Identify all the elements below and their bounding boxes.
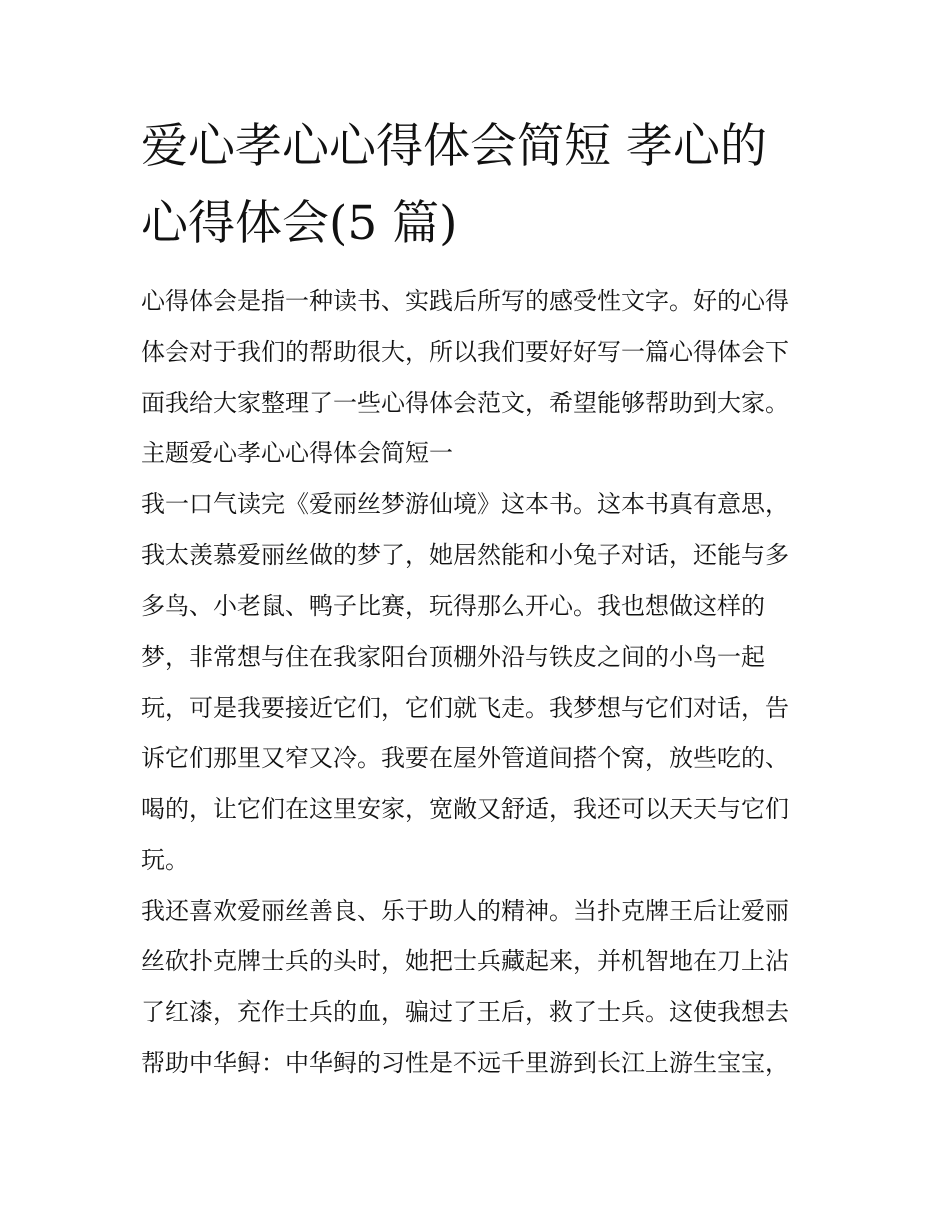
intro-line-1: 心得体会是指一种读书、实践后所写的感受性文字。好的心得 <box>141 287 789 315</box>
body-line: 喝的，让它们在这里安家，宽敞又舒适，我还可以天天与它们 <box>141 795 789 823</box>
body-line: 了红漆，充作士兵的血，骗过了王后，救了士兵。这使我想去 <box>141 998 789 1026</box>
body-line: 我一口气读完《爱丽丝梦游仙境》这本书。这本书真有意思， <box>141 490 789 518</box>
body-line: 我还喜欢爱丽丝善良、乐于助人的精神。当扑克牌王后让爱丽 <box>141 897 789 925</box>
body-line: 梦，非常想与住在我家阳台顶棚外沿与铁皮之间的小鸟一起 <box>141 643 765 671</box>
section-heading: 主题爱心孝心心得体会简短一 <box>141 439 453 467</box>
body-line: 多鸟、小老鼠、鸭子比赛，玩得那么开心。我也想做这样的 <box>141 592 765 620</box>
intro-line-2: 体会对于我们的帮助很大，所以我们要好好写一篇心得体会下 <box>141 338 789 366</box>
intro-line-3: 面我给大家整理了一些心得体会范文，希望能够帮助到大家。 <box>141 389 789 417</box>
body-line: 玩。 <box>141 846 189 874</box>
body-line: 帮助中华鲟：中华鲟的习性是不远千里游到长江上游生宝宝， <box>141 1049 789 1077</box>
body-line: 诉它们那里又窄又冷。我要在屋外管道间搭个窝，放些吃的、 <box>141 744 789 772</box>
body-line: 丝砍扑克牌士兵的头时，她把士兵藏起来，并机智地在刀上沾 <box>141 947 789 975</box>
body-line: 玩，可是我要接近它们，它们就飞走。我梦想与它们对话，告 <box>141 694 789 722</box>
body-line: 我太羡慕爱丽丝做的梦了，她居然能和小兔子对话，还能与多 <box>141 541 789 569</box>
document-title-line-2: 心得体会(5 篇) <box>141 196 458 251</box>
document-title-line-1: 爱心孝心心得体会简短 孝心的 <box>141 119 767 174</box>
